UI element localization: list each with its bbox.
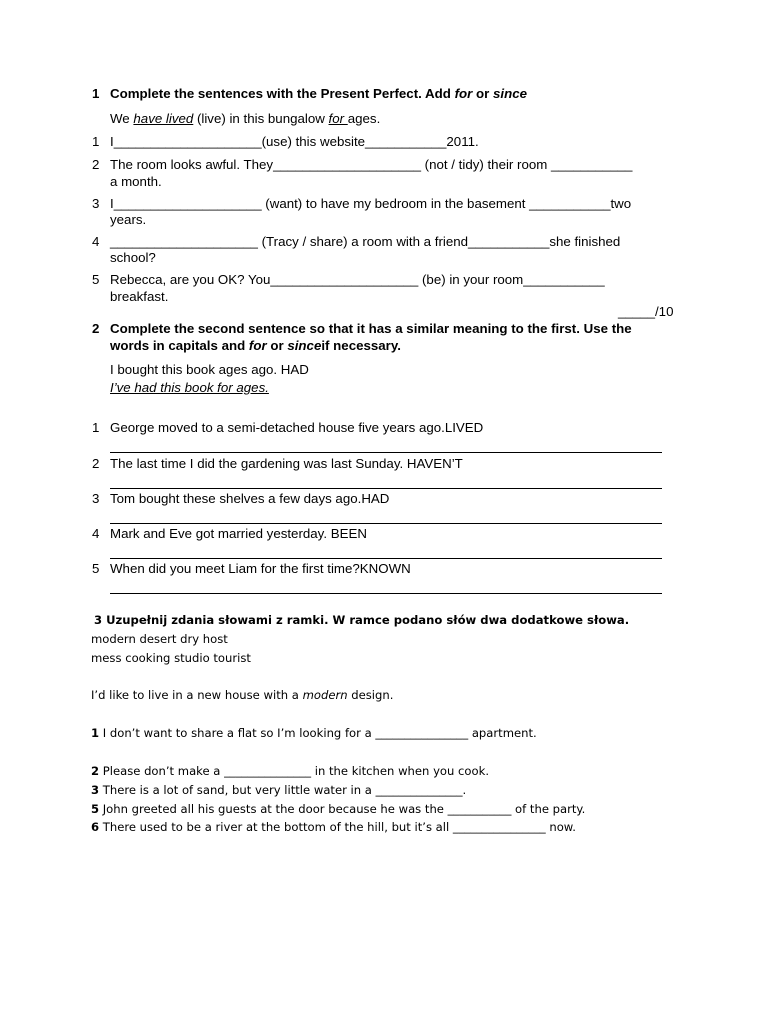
gap-fill-item[interactable]: [91, 802, 585, 817]
word-box-line: modern desert dry host: [91, 632, 228, 646]
exercise-1-example: [110, 111, 380, 127]
gap-fill-sentence[interactable]: I____________________(use) this website___________2011.: [110, 134, 479, 149]
gap-fill-sentence[interactable]: ____________________ (Tracy / share) a room with a friend___________she finished: [110, 234, 621, 249]
transformation-sentence: Mark and Eve got married yesterday. BEEN: [110, 526, 367, 541]
example-text: (live) in this bungalow: [193, 111, 329, 126]
item-number: 2: [91, 764, 100, 778]
example-answer: I’ve had this book for ages.: [110, 380, 269, 395]
exercise-1-instruction: [110, 86, 527, 102]
gap-fill-item[interactable]: [91, 726, 537, 741]
transformation-sentence: George moved to a semi-detached house five years ago.LIVED: [110, 420, 484, 435]
gap-fill-sentence[interactable]: The room looks awful. They____________________ (not / tidy) their room ___________: [110, 157, 633, 172]
score-box[interactable]: _____/10: [618, 304, 674, 319]
answer-line[interactable]: [110, 488, 662, 489]
instruction-for: for: [454, 86, 473, 101]
gap-fill-item[interactable]: [91, 783, 466, 798]
gap-fill-sentence: There is a lot of sand, but very little water in a _______________.: [99, 783, 467, 797]
instruction-text: if necessary.: [321, 338, 401, 353]
exercise-1-number: 1: [92, 86, 100, 101]
item-number: 6: [91, 820, 100, 834]
answer-line[interactable]: [110, 452, 662, 453]
instruction-text: Complete the sentences with the Present Perfect. Add: [110, 86, 455, 101]
item-number: 3: [92, 196, 100, 211]
gap-fill-sentence[interactable]: Rebecca, are you OK? You____________________ (be) in your room___________: [110, 272, 605, 287]
item-number: 1: [92, 134, 100, 149]
answer-line[interactable]: [110, 558, 662, 559]
example-text: I’d like to live in a new house with a: [91, 688, 303, 702]
example-sentence: I bought this book ages ago. HAD: [110, 362, 309, 377]
item-number: 5: [92, 272, 100, 287]
transformation-sentence: The last time I did the gardening was last Sunday. HAVEN’T: [110, 456, 463, 471]
word-box-line: mess cooking studio tourist: [91, 651, 251, 665]
gap-fill-sentence: Please don’t make a _______________ in the kitchen when you cook.: [99, 764, 490, 778]
item-number: 5: [92, 561, 100, 576]
gap-fill-sentence: There used to be a river at the bottom of the hill, but it’s all ________________ now.: [99, 820, 576, 834]
instruction-for: for: [248, 338, 267, 353]
item-number: 5: [91, 802, 100, 816]
example-text: ages.: [347, 111, 381, 126]
gap-fill-sentence: John greeted all his guests at the door because he was the ___________ of the party.: [99, 802, 586, 816]
exercise-2-instruction-continued: [110, 338, 401, 354]
item-number: 3: [91, 783, 100, 797]
gap-fill-sentence-continued: years.: [110, 212, 147, 227]
instruction-or: or: [266, 338, 288, 353]
instruction-since: since: [493, 86, 528, 101]
gap-fill-sentence-continued: breakfast.: [110, 289, 169, 304]
instruction-since: since: [287, 338, 322, 353]
example-answer: have lived: [133, 111, 194, 126]
exercise-2-instruction: Complete the second sentence so that it has a similar meaning to the first. Use the: [110, 321, 632, 336]
item-number: 4: [92, 234, 100, 249]
item-number: 2: [92, 456, 100, 471]
item-number: 2: [92, 157, 100, 172]
gap-fill-sentence: I don’t want to share a flat so I’m looking for a ________________ apartment.: [99, 726, 537, 740]
answer-line[interactable]: [110, 593, 662, 594]
gap-fill-sentence[interactable]: I____________________ (want) to have my bedroom in the basement ___________two: [110, 196, 632, 211]
gap-fill-item[interactable]: [91, 764, 489, 779]
transformation-sentence: Tom bought these shelves a few days ago.HAD: [110, 491, 390, 506]
exercise-2-number: 2: [92, 321, 100, 336]
gap-fill-sentence-continued: a month.: [110, 174, 162, 189]
item-number: 3: [92, 491, 100, 506]
item-number: 1: [92, 420, 100, 435]
answer-line[interactable]: [110, 523, 662, 524]
transformation-sentence: When did you meet Liam for the first time?KNOWN: [110, 561, 411, 576]
exercise-3-example: [91, 688, 393, 703]
example-text: We: [110, 111, 134, 126]
gap-fill-item[interactable]: [91, 820, 576, 835]
exercise-3-heading: 3 Uzupełnij zdania słowami z ramki. W ramce podano słów dwa dodatkowe słowa.: [94, 613, 630, 627]
example-text: design.: [347, 688, 394, 702]
instruction-or: or: [472, 86, 493, 101]
item-number: 4: [92, 526, 100, 541]
example-answer: modern: [302, 688, 348, 702]
gap-fill-sentence-continued: school?: [110, 250, 156, 265]
item-number: 1: [91, 726, 100, 740]
example-answer: for: [328, 111, 348, 126]
instruction-text: words in capitals and: [110, 338, 249, 353]
